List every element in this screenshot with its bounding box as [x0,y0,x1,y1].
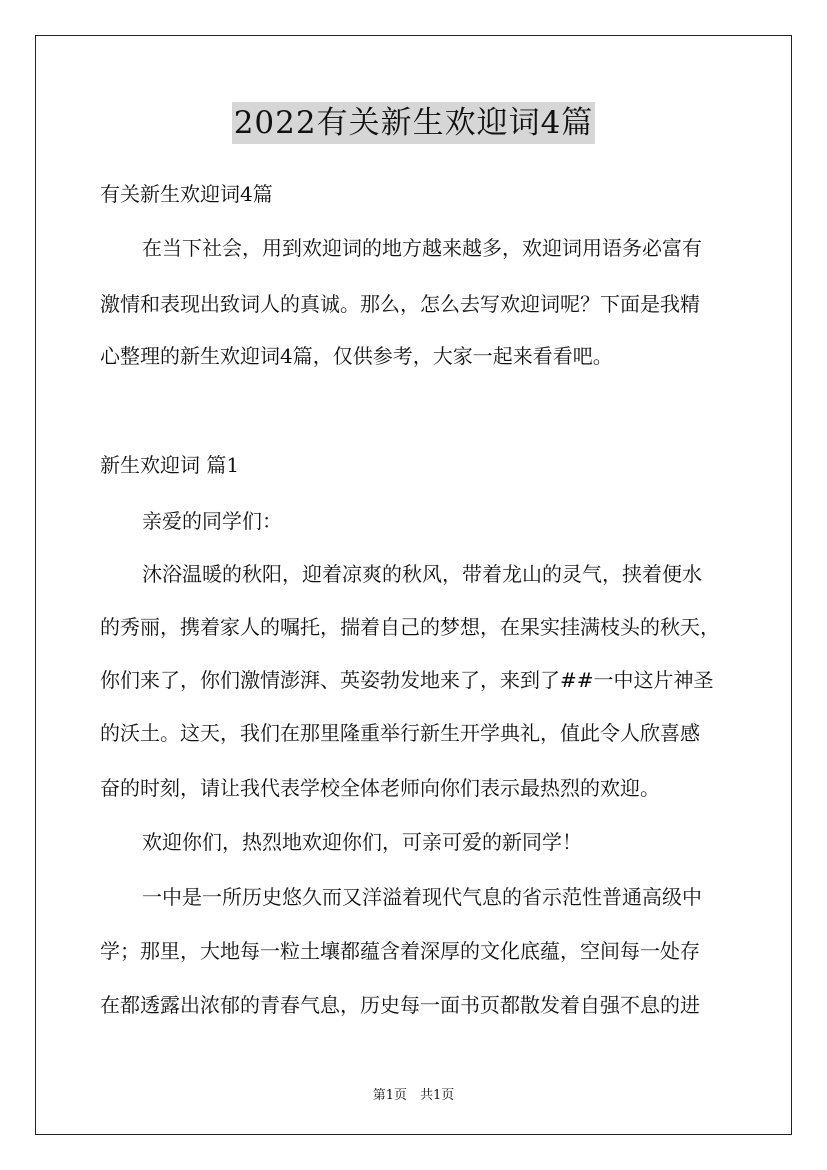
body-line: 欢迎你们，热烈地欢迎你们，可亲可爱的新同学！ [142,830,582,854]
body-line: 沐浴温暖的秋阳，迎着凉爽的秋风，带着龙山的灵气，挟着便水 [142,562,702,586]
salutation: 亲爱的同学们： [142,509,282,533]
document-title: 2022有关新生欢迎词4篇 [232,102,596,144]
body-line: 的沃土。这天，我们在那里隆重举行新生开学典礼，值此令人欣喜感 [100,721,700,745]
section-heading: 新生欢迎词 篇1 [100,453,240,477]
body-line: 奋的时刻，请让我代表学校全体老师向你们表示最热烈的欢迎。 [100,776,660,800]
intro-line: 心整理的新生欢迎词4篇，仅供参考，大家一起来看看吧。 [100,344,613,368]
document-subtitle: 有关新生欢迎词4篇 [100,182,273,206]
body-line: 学；那里，大地每一粒土壤都蕴含着深厚的文化底蕴，空间每一处存 [100,939,700,963]
body-line: 在都透露出浓郁的青春气息，历史每一面书页都散发着自强不息的进 [100,993,700,1017]
page-footer: 第1页 共1页 [372,1088,455,1103]
body-line: 你们来了，你们激情澎湃、英姿勃发地来了，来到了##一中这片神圣 [100,668,714,692]
intro-line: 激情和表现出致词人的真诚。那么，怎么去写欢迎词呢？下面是我精 [100,292,700,316]
title-container [0,102,827,144]
body-line: 的秀丽，携着家人的嘱托，揣着自己的梦想，在果实挂满枝头的秋天， [100,615,720,639]
body-line: 一中是一所历史悠久而又洋溢着现代气息的省示范性普通高级中 [142,885,702,909]
intro-line: 在当下社会，用到欢迎词的地方越来越多，欢迎词用语务必富有 [142,236,702,260]
